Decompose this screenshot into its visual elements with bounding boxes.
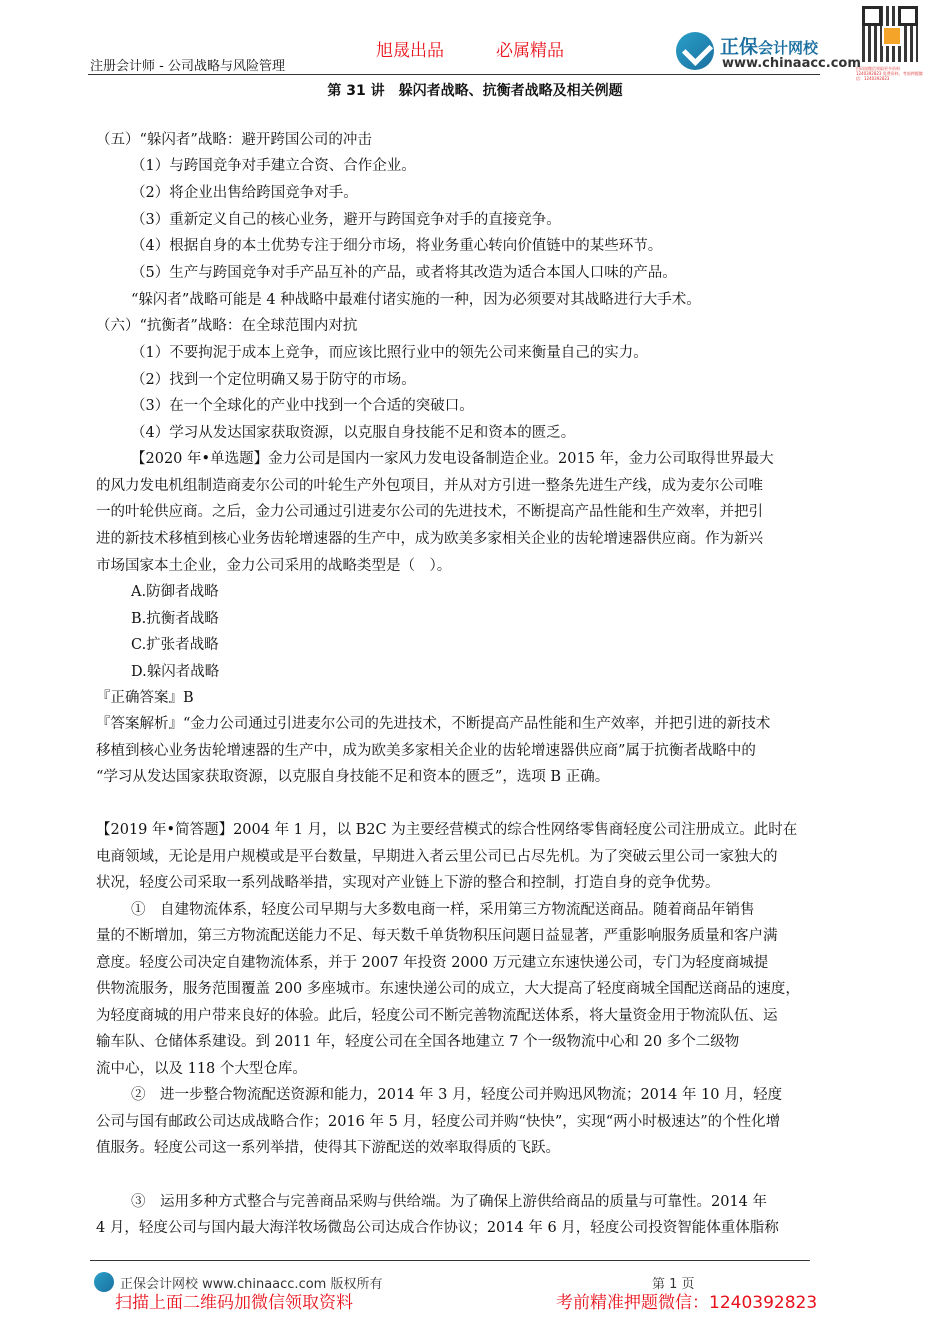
body-line: （1）与跨国竞争对手建立合资、合作企业。 xyxy=(131,158,416,174)
body-line: 量的不断增加，第三方物流配送能力不足、每天数千单货物积压问题日益显著，严重影响服务质量和客户满 xyxy=(96,928,778,944)
promo-left: 扫描上面二维码加微信领取资料 xyxy=(115,1293,353,1313)
body-line: 状况，轻度公司采取一系列战略举措，实现对产业链上下游的整合和控制，打造自身的竞争优势。 xyxy=(96,875,720,891)
header-divider xyxy=(88,74,820,75)
body-line: 移植到核心业务齿轮增速器的生产中，成为欧美多家相关企业的齿轮增速器供应商”属于抗衡者战略中的 xyxy=(96,743,756,759)
lecture-title: 第 31 讲 躲闪者战略、抗衡者战略及相关例题 xyxy=(327,83,623,99)
body-line: 公司与国有邮政公司达成战略合作；2016 年 5 月，轻度公司并购“快快”，实现“两小时极速达”的个性化增 xyxy=(96,1114,781,1130)
logo-check-icon xyxy=(676,32,714,70)
body-line: ② 进一步整合物流配送资源和能力，2014 年 3 月，轻度公司并购迅风物流；2014 年 10 月，轻度 xyxy=(131,1087,783,1103)
body-line: B.抗衡者战略 xyxy=(131,611,219,627)
body-line: （2）找到一个定位明确又易于防守的市场。 xyxy=(131,372,416,388)
body-line: 为轻度商城的用户带来良好的体验。此后，轻度公司不断完善物流配送体系，将大量资金用于物流队伍、运 xyxy=(96,1008,778,1024)
brand-right-text: 必属精品 xyxy=(496,41,564,61)
logo-suffix: 会计网校 xyxy=(758,39,819,57)
body-line: D.躲闪者战略 xyxy=(131,664,220,680)
body-line: 市场国家本土企业，金力公司采用的战略类型是（ ）。 xyxy=(96,558,452,574)
body-line: 【2019 年•简答题】2004 年 1 月，以 B2C 为主要经营模式的综合性网络零售商轻度公司注册成立。此时在 xyxy=(96,822,798,838)
body-line: ③ 运用多种方式整合与完善商品采购与供给端。为了确保上游供给商品的质量与可靠性。2014 年 xyxy=(131,1194,768,1210)
body-line: （4）学习从发达国家获取资源，以克服自身技能不足和资本的匮乏。 xyxy=(131,425,576,441)
body-line: 值服务。轻度公司这一系列举措，使得其下游配送的效率取得质的飞跃。 xyxy=(96,1140,560,1156)
body-line: 一的叶轮供应商。之后，金力公司通过引进麦尔公司的先进技术，不断提高产品性能和生产效率，并把引 xyxy=(96,504,763,520)
body-line: “躲闪者”战略可能是 4 种战略中最难付诸实施的一种，因为必须要对其战略进行大手术。 xyxy=(131,292,701,308)
logo-name: 正保 xyxy=(720,36,759,58)
body-line: A.防御者战略 xyxy=(131,584,219,600)
qr-caption: 扫码加微信领取更多资料 1240392823 免费资料、考前押题微信：1240392823 xyxy=(856,66,923,81)
course-title: 注册会计师 - 公司战略与风险管理 xyxy=(90,59,285,74)
body-line: （1）不要拘泥于成本上竞争，而应该比照行业中的领先公司来衡量自己的实力。 xyxy=(131,345,648,361)
body-line: 电商领域，无论是用户规模或是平台数量，早期进入者云里公司已占尽先机。为了突破云里公司一家独大的 xyxy=(96,849,778,865)
body-line: （五）“躲闪者”战略：避开跨国公司的冲击 xyxy=(96,132,372,148)
wechat-qr-code xyxy=(856,6,923,86)
footer-logo-icon xyxy=(94,1272,114,1292)
body-line: 进的新技术移植到核心业务齿轮增速器的生产中，成为欧美多家相关企业的齿轮增速器供应商。作为新兴 xyxy=(96,531,763,547)
qr-code-icon xyxy=(862,6,918,62)
body-line: 供物流服务，服务范围覆盖 200 多座城市。东速快递公司的成立，大大提高了轻度商城全国配送商品的速度， xyxy=(96,981,800,997)
body-line: （2）将企业出售给跨国竞争对手。 xyxy=(131,185,358,201)
body-line: （3）重新定义自己的核心业务，避开与跨国竞争对手的直接竞争。 xyxy=(131,212,561,228)
body-line: 意度。轻度公司决定自建物流体系，并于 2007 年投资 2000 万元建立东速快递公司，专门为轻度商城提 xyxy=(96,955,769,971)
page-number: 第 1 页 xyxy=(652,1277,695,1292)
body-line: 流中心，以及 118 个大型仓库。 xyxy=(96,1061,307,1077)
footer-copyright: 正保会计网校 www.chinaacc.com 版权所有 xyxy=(120,1277,383,1292)
body-line: C.扩张者战略 xyxy=(131,637,219,653)
body-line: （4）根据自身的本土优势专注于细分市场，将业务重心转向价值链中的某些环节。 xyxy=(131,238,663,254)
body-line: 『答案解析』“金力公司通过引进麦尔公司的先进技术，不断提高产品性能和生产效率，并把引进的新技术 xyxy=(96,716,771,732)
brand-left-text: 旭晟出品 xyxy=(376,41,444,61)
body-line: 的风力发电机组制造商麦尔公司的叶轮生产外包项目，并从对方引进一整条先进生产线，成为麦尔公司唯 xyxy=(96,478,763,494)
body-line: （六）“抗衡者”战略：在全球范围内对抗 xyxy=(96,318,358,334)
body-line: 『正确答案』B xyxy=(96,690,194,706)
body-line: 【2020 年•单选题】金力公司是国内一家风力发电设备制造企业。2015 年，金力公司取得世界最大 xyxy=(131,451,774,467)
body-line: （3）在一个全球化的产业中找到一个合适的突破口。 xyxy=(131,398,474,414)
body-line: 4 月，轻度公司与国内最大海洋牧场微岛公司达成合作协议；2014 年 6 月，轻度公司投资智能体重体脂称 xyxy=(96,1220,779,1236)
body-line: ① 自建物流体系，轻度公司早期与大多数电商一样，采用第三方物流配送商品。随着商品年销售 xyxy=(131,902,755,918)
chinaacc-logo xyxy=(676,30,861,74)
footer-divider xyxy=(90,1260,810,1261)
logo-url: www.chinaacc.com xyxy=(722,56,861,71)
body-line: “学习从发达国家获取资源，以克服自身技能不足和资本的匮乏”，选项 B 正确。 xyxy=(96,769,610,785)
body-line: 输车队、仓储体系建设。到 2011 年，轻度公司在全国各地建立 7 个一级物流中心和 20 多个二级物 xyxy=(96,1034,740,1050)
body-line: （5）生产与跨国竞争对手产品互补的产品，或者将其改造为适合本国人口味的产品。 xyxy=(131,265,677,281)
promo-right: 考前精准押题微信：1240392823 xyxy=(556,1293,818,1313)
